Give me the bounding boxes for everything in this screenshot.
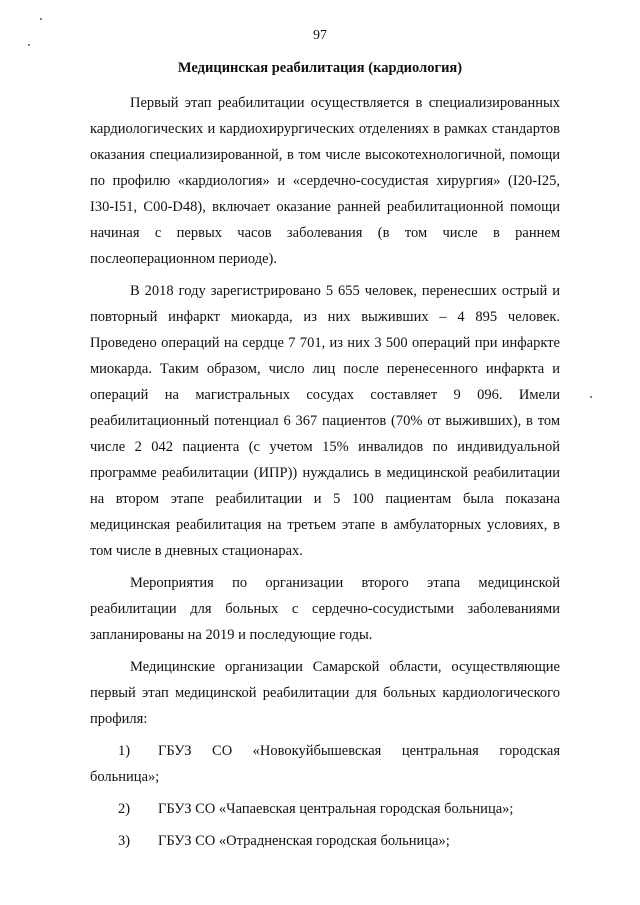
list-item-number: 2) [118, 801, 131, 817]
list-item-number: 1) [118, 743, 131, 759]
list-item-text: ГБУЗ СО «Новокуйбышевская центральная городская больница»; [90, 743, 560, 785]
scan-speck [28, 44, 30, 46]
document-body [90, 90, 560, 854]
list-item [90, 828, 560, 854]
list-item-text: ГБУЗ СО «Отрадненская городская больница»; [158, 833, 450, 849]
scan-speck [40, 18, 42, 20]
list-item-text: ГБУЗ СО «Чапаевская центральная городская больница»; [158, 801, 514, 817]
list-item [90, 738, 560, 790]
paragraph-organizations-intro: Медицинские организации Самарской области, осуществляющие первый этап медицинской реабилитации для больных кардиологического профиля: [90, 659, 560, 727]
scan-speck [590, 396, 592, 398]
paragraph-second-stage-plans: Мероприятия по организации второго этапа медицинской реабилитации для больных с сердечно-сосудистыми заболеваниями запланированы на 2019 и последующие годы. [90, 575, 560, 643]
list-item-number: 3) [118, 833, 131, 849]
page-number: 97 [313, 28, 327, 43]
paragraph-first-stage: Первый этап реабилитации осуществляется в специализированных кардиологических и кардиохирургических отделениях в рамках стандартов оказания специализированной, в том числе высокотехнологичной, помощи по профилю «кардиология» и «сердечно-сосудистая хирургия» (I20-I25, I30-I51, C00-D48), включает оказание ранней реабилитационной помощи начиная с первых часов заболевания (в том числе в раннем послеоперационном периоде). [90, 95, 560, 267]
list-item [90, 796, 560, 822]
paragraph-statistics-2018: В 2018 году зарегистрировано 5 655 человек, перенесших острый и повторный инфаркт миокарда, из них выживших – 4 895 человек. Проведено операций на сердце 7 701, из них 3 500 операций при инфаркте миокарда. Таким образом, число лиц после перенесенного инфаркта и операций на магистральных сосудах составляет 9 096. Имели реабилитационный потенциал 6 367 пациентов (70% от выживших), в том числе 2 042 пациента (с учетом 15% инвалидов по индивидуальной программе реабилитации (ИПР)) нуждались в медицинской реабилитации на втором этапе реабилитации и 5 100 пациентам была показана медицинская реабилитация на третьем этапе в амбулаторных условиях, в том числе в дневных стационарах. [90, 283, 560, 559]
section-title: Медицинская реабилитация (кардиология) [177, 60, 463, 76]
